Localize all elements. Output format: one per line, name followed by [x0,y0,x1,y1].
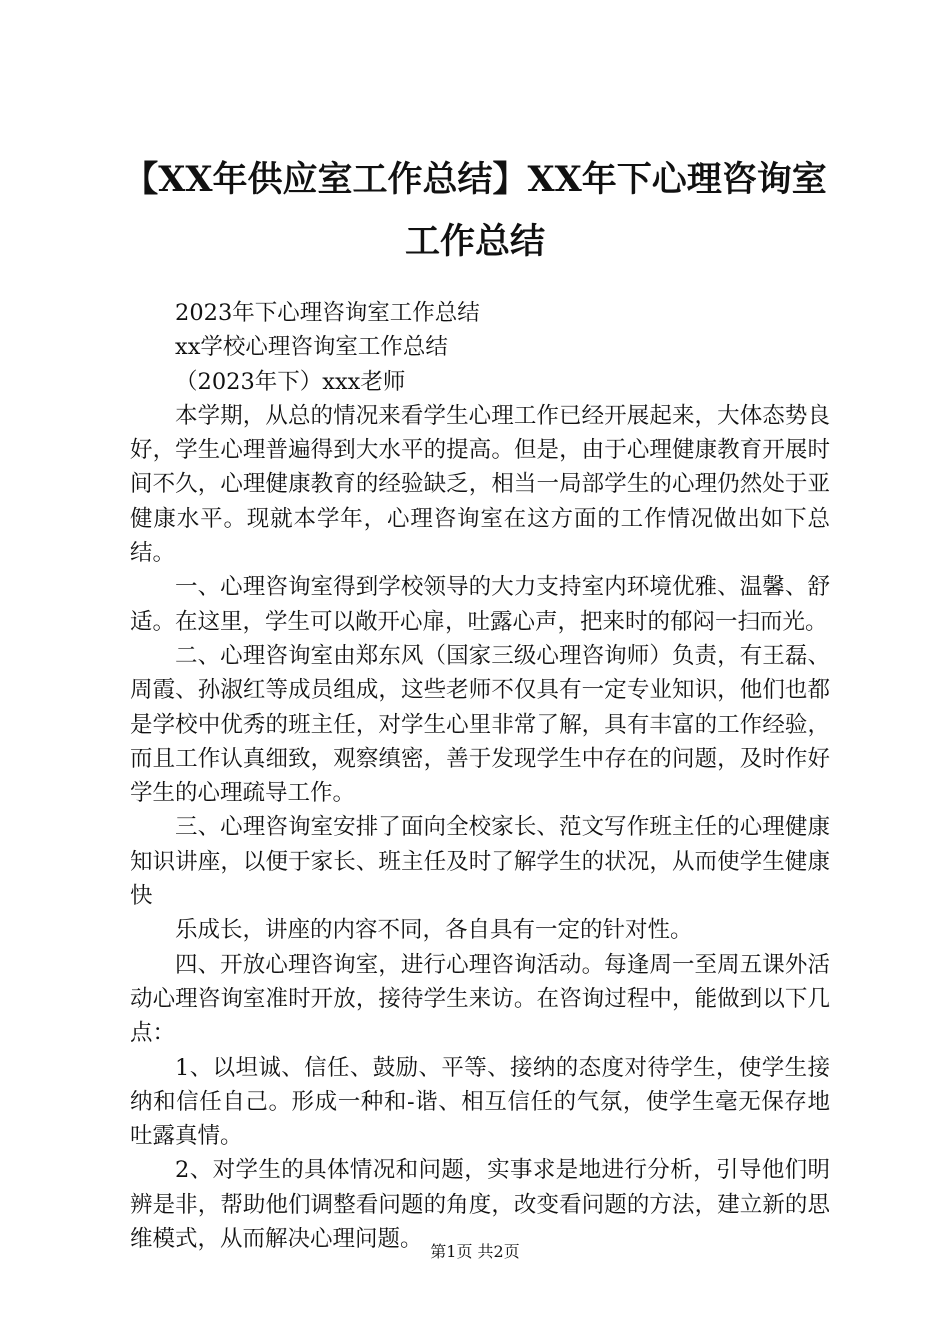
body-paragraph: 一、心理咨询室得到学校领导的大力支持室内环境优雅、温馨、舒适。在这里，学生可以敞开心扉，吐露心声，把来时的郁闷一扫而光。 [130,574,830,635]
body-paragraph: （2023年下）xxx老师 [175,368,406,395]
document-body [130,296,830,1256]
body-paragraph: 乐成长，讲座的内容不同，各自具有一定的针对性。 [175,917,693,944]
body-paragraph: 2023年下心理咨询室工作总结 [175,300,480,326]
body-paragraph: xx学校心理咨询室工作总结 [175,334,448,361]
body-paragraph: 2、对学生的具体情况和问题，实事求是地进行分析，引导他们明辨是非，帮助他们调整看问题的角度，改变看问题的方法，建立新的思维模式，从而解决心理问题。 [130,1157,830,1253]
body-paragraph: 1、以坦诚、信任、鼓励、平等、接纳的态度对待学生，使学生接纳和信任自己。形成一种和-谐、相互信任的气氛，使学生毫无保存地吐露真情。 [130,1054,830,1150]
body-paragraph: 二、心理咨询室由郑东风（国家三级心理咨询师）负责，有王磊、周霞、孙淑红等成员组成，这些老师不仅具有一定专业知识，他们也都是学校中优秀的班主任，对学生心里非常了解，具有丰富的工作经验，而且工作认真细致，观察缜密，善于发现学生中存在的问题，及时作好学生的心理疏导工作。 [130,642,830,807]
body-paragraph: 三、心理咨询室安排了面向全校家长、范文写作班主任的心理健康知识讲座，以便于家长、班主任及时了解学生的状况，从而使学生健康快 [130,814,830,910]
document-title-line-1: 【XX年供应室工作总结】XX年下心理咨询室 [123,159,827,200]
body-paragraph: 四、开放心理咨询室，进行心理咨询活动。每逢周一至周五课外活动心理咨询室准时开放，接待学生来访。在咨询过程中，能做到以下几点： [130,951,830,1047]
body-paragraph: 本学期，从总的情况来看学生心理工作已经开展起来，大体态势良好，学生心理普遍得到大水平的提高。但是，由于心理健康教育开展时间不久，心理健康教育的经验缺乏，相当一局部学生的心理仍然处于亚健康水平。现就本学年，心理咨询室在这方面的工作情况做出如下总结。 [130,402,830,567]
page-number-footer: 第1页 共2页 [430,1242,520,1261]
document-title-line-2: 工作总结 [404,221,545,262]
